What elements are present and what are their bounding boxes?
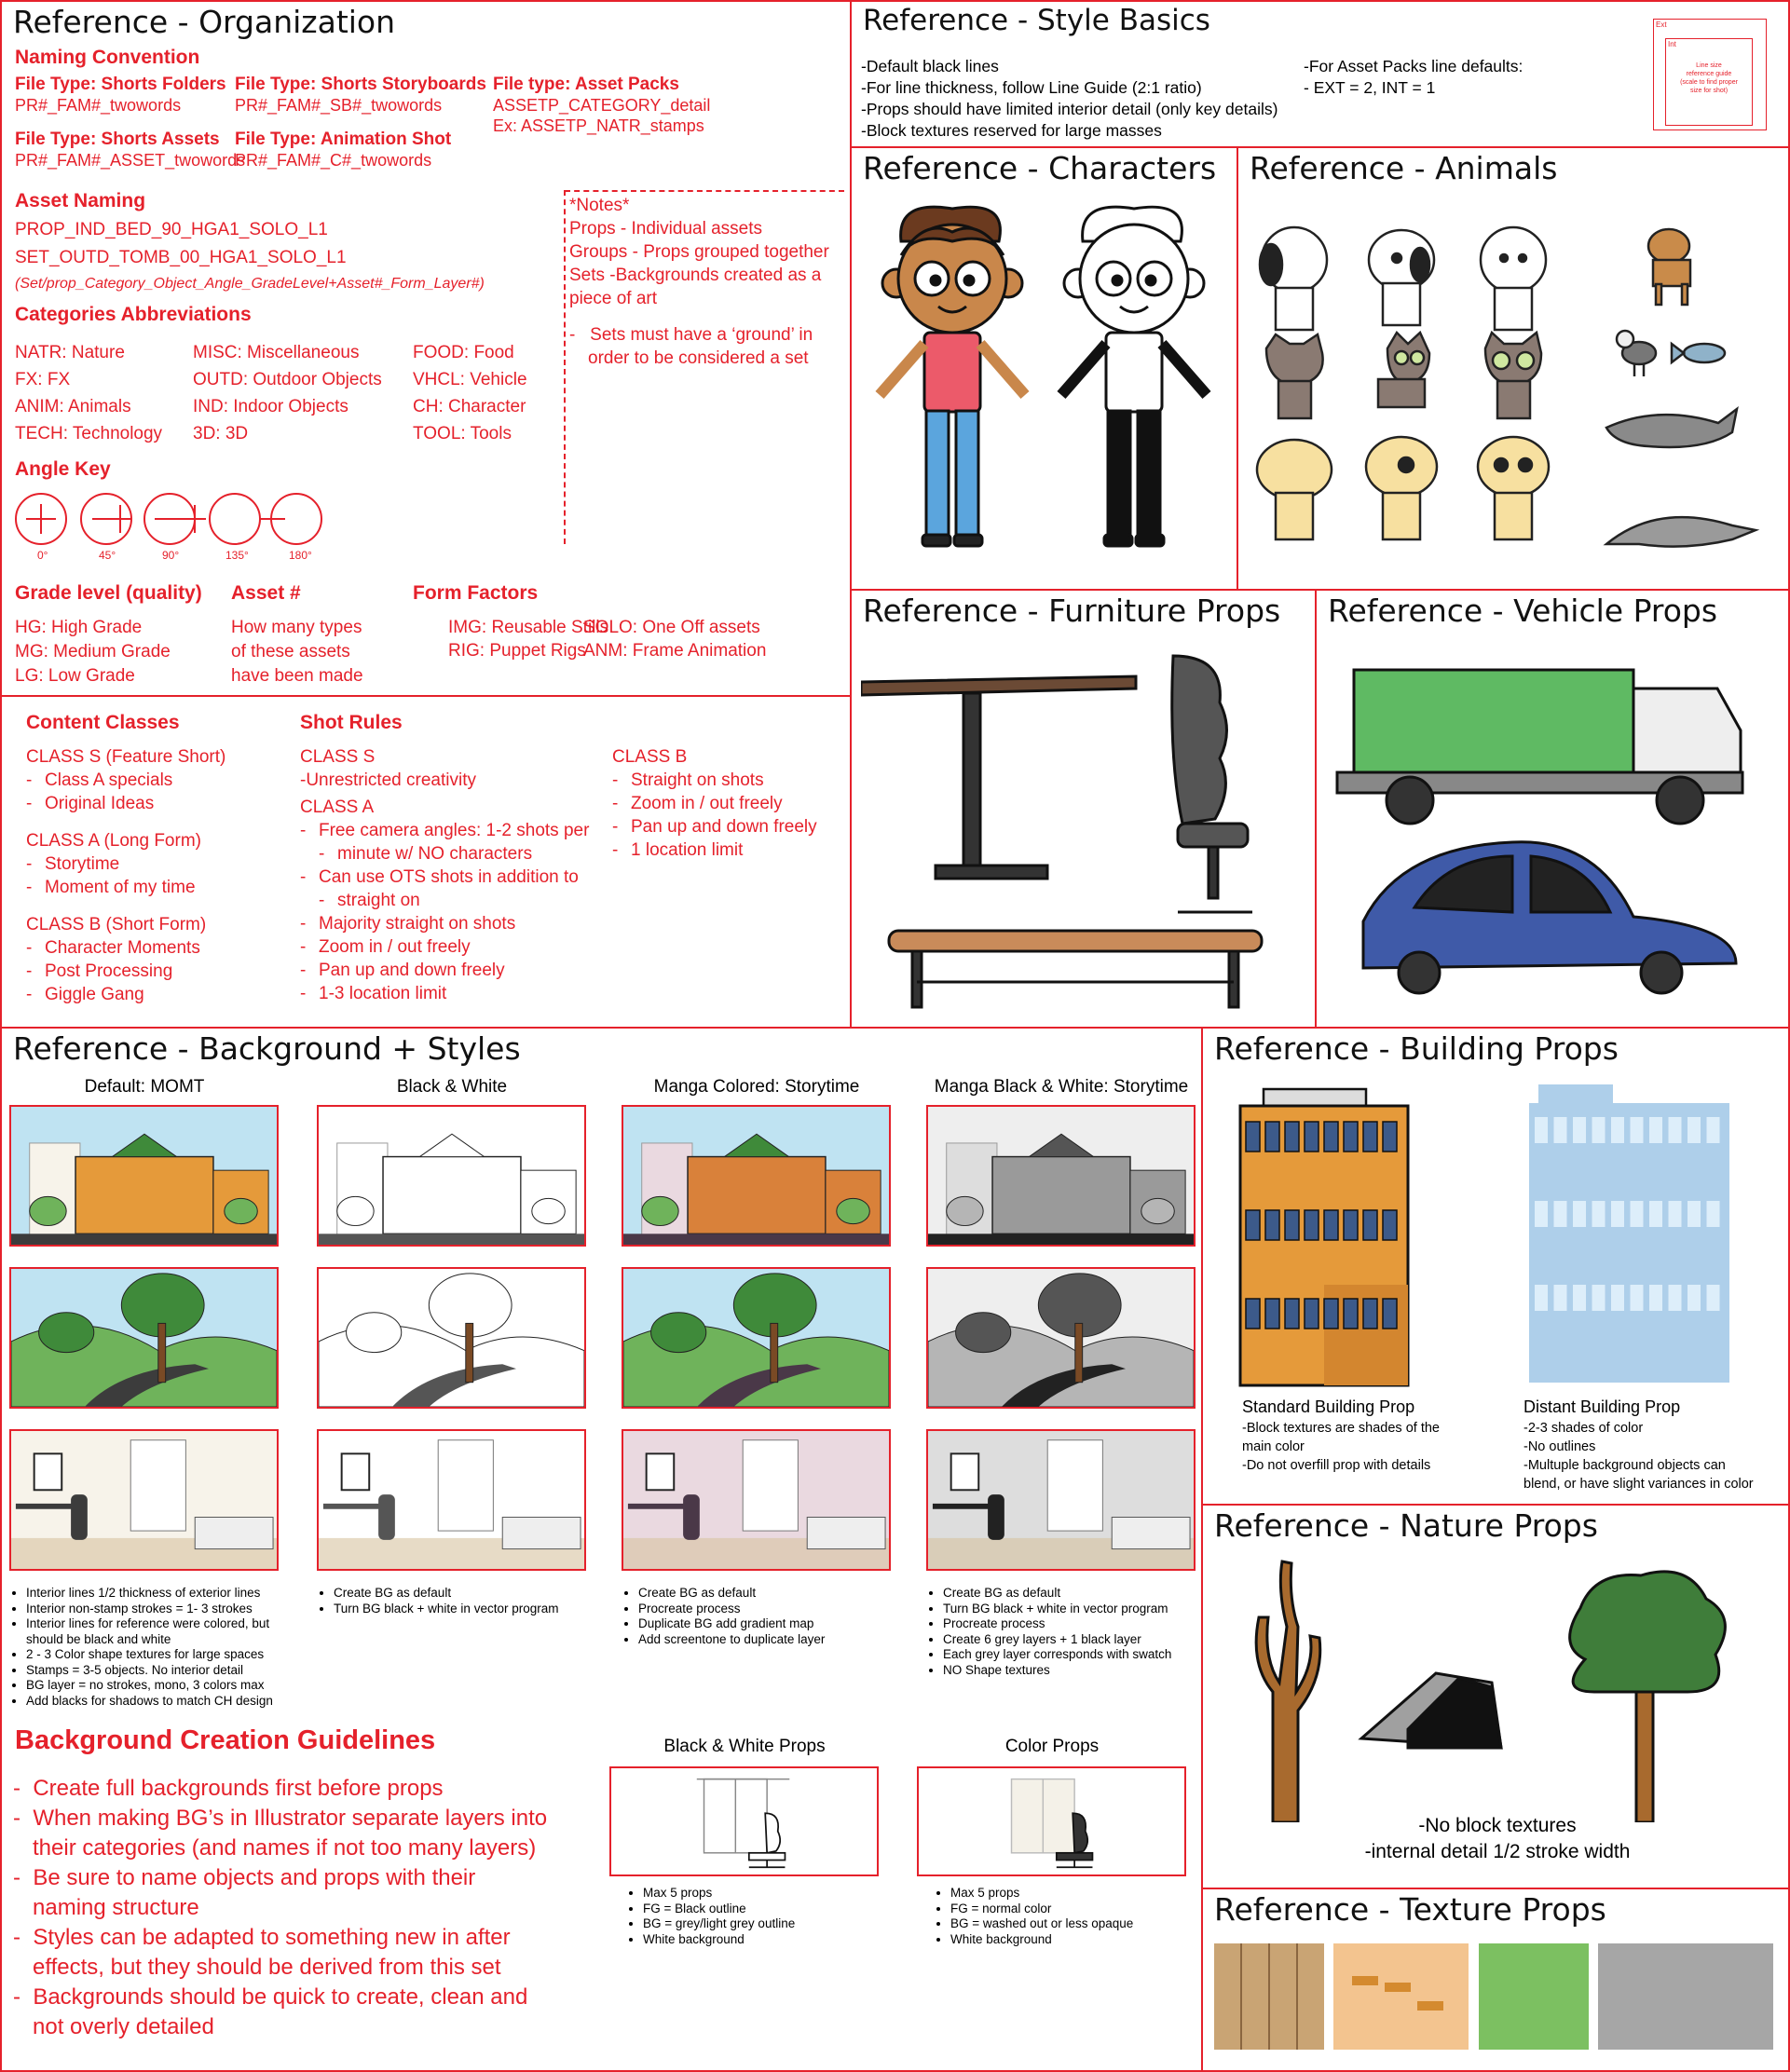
bg-note: • Duplicate BG add gradient map (638, 1616, 825, 1632)
golden-back (1257, 440, 1332, 539)
building-caption: Distant Building Prop (1524, 1397, 1681, 1416)
guideline: effects, but they should be derived from this set (33, 1955, 501, 1980)
categories-heading: Categories Abbreviations (15, 304, 252, 325)
dead-tree-prop (1256, 1561, 1320, 1822)
style-line: - EXT = 2, INT = 1 (1304, 78, 1436, 97)
sets-rule: Sets must have a ‘ground’ in (590, 325, 813, 345)
file-type-value: PR#_FAM#_ASSET_twowords (15, 151, 246, 170)
style-basics-lines (861, 56, 1278, 142)
category: FX: FX (15, 370, 71, 389)
bird (1617, 331, 1656, 376)
asset-num-text (231, 616, 363, 688)
class-rule: - Free camera angles: 1-2 shots per (300, 819, 589, 842)
guidelines-list: - Create full backgrounds first before props - When making BG’s in Illustrator separate layers into their categories (and names if not too many layers) - Be sure to name objects and props with their naming structure - Styles can be adapted to something new in after effects, but they should be derived from this set - Backgrounds should be quick to create, clean and not overly detailed (13, 1774, 547, 2042)
classes-panel (0, 695, 852, 1029)
category: MISC: Miscellaneous (193, 343, 360, 362)
bench-prop (889, 931, 1262, 1007)
cat-side (1378, 333, 1429, 407)
content-classes-heading: Content Classes (26, 712, 180, 733)
bg-note: • Stamps = 3-5 objects. No interior detail (26, 1663, 306, 1679)
angle-key-diagram (15, 491, 332, 547)
file-type-value: ASSETP_CATEGORY_detail (493, 96, 711, 115)
notes-line: Groups - Props grouped together (569, 242, 829, 262)
bg-note: • Procreate process (638, 1602, 825, 1617)
file-type-block (235, 130, 451, 170)
nature-notes (1203, 1813, 1790, 1865)
bg-note: • Create BG as default (943, 1586, 1171, 1602)
notes-line: piece of art (569, 289, 657, 308)
park-scene-thumbnail (9, 1267, 279, 1409)
style-line: -Block textures reserved for large masses (861, 121, 1162, 140)
furniture-illustration (861, 647, 1308, 1019)
int-box (1665, 38, 1753, 126)
fish (1672, 344, 1725, 362)
class-item: - Giggle Gang (26, 983, 225, 1006)
panel-title: Reference - Building Props (1214, 1030, 1619, 1067)
city-scene-thumbnail (622, 1105, 891, 1247)
class-rule: - minute w/ NO characters (300, 842, 589, 866)
bg-note: • Interior lines for reference were colored, but should be black and white (26, 1616, 306, 1647)
building-note: main color (1242, 1439, 1305, 1454)
file-type-block (15, 75, 226, 116)
distant-building-text (1524, 1397, 1754, 1493)
bg-note: • NO Shape textures (943, 1663, 1171, 1679)
building-note: -Block textures are shades of the (1242, 1421, 1440, 1436)
file-type-block (15, 130, 245, 170)
animals-illustration (1248, 223, 1788, 577)
category: OUTD: Outdoor Objects (193, 370, 382, 389)
background-styles-panel (0, 1027, 1203, 2072)
class-name: CLASS S (Feature Short) (26, 747, 226, 767)
office-chair-prop (1172, 656, 1252, 912)
texture-panel (1201, 1888, 1790, 2072)
organization-panel (0, 0, 852, 697)
angle-label: 135° (225, 549, 249, 562)
props-note: • BG = washed out or less opaque (950, 1916, 1133, 1932)
class-item: - Original Ideas (26, 792, 225, 815)
room-scene-thumbnail (9, 1429, 279, 1571)
angle-label: 0° (37, 549, 48, 562)
class-item: - Moment of my time (26, 876, 225, 899)
grass-texture (1479, 1943, 1589, 2050)
content-classes (26, 745, 225, 1006)
style-line: -For Asset Packs line defaults: (1304, 57, 1524, 75)
category: VHCL: Vehicle (413, 370, 527, 389)
bw-props-notes (626, 1886, 795, 1947)
grade-item: LG: Low Grade (15, 666, 135, 686)
guideline: their categories (and names if not too many layers) (33, 1835, 537, 1861)
panel-title: Reference - Texture Props (1214, 1891, 1606, 1928)
color-props-thumbnail (917, 1766, 1186, 1876)
building-note: -2-3 shades of color (1524, 1421, 1644, 1436)
guideline: When making BG’s in Illustrator separate layers into (33, 1806, 548, 1831)
bg-notes-col (9, 1586, 306, 1709)
brick-texture (1333, 1943, 1469, 2050)
bg-notes-col (622, 1586, 825, 1647)
guide-text: Line size (1696, 62, 1722, 69)
dolphin (1606, 517, 1756, 547)
car-prop (1363, 842, 1736, 993)
bg-note: • Turn BG black + white in vector program (943, 1602, 1171, 1617)
characters-panel (850, 146, 1238, 591)
angle-heading: Angle Key (15, 458, 111, 480)
color-props-title: Color Props (1004, 1737, 1100, 1756)
column-caption: Manga Colored: Storytime (653, 1077, 860, 1097)
class-item: - Class A specials (26, 769, 225, 792)
asset-examples (15, 216, 485, 296)
nature-illustration (1222, 1552, 1781, 1822)
class-rule: - 1-3 location limit (300, 982, 589, 1005)
props-note: • Max 5 props (950, 1886, 1133, 1902)
characters-illustration (859, 204, 1232, 586)
guide-text: reference guide (1686, 71, 1732, 77)
line-guide (1653, 19, 1767, 130)
notes-line: Sets -Backgrounds created as a (569, 266, 822, 285)
nature-panel (1201, 1504, 1790, 1889)
class-rule: - 1 location limit (612, 838, 817, 862)
categories-col (193, 339, 382, 447)
file-type-value: PR#_FAM#_SB#_twowords (235, 96, 443, 115)
panel-title: Reference - Characters (863, 150, 1217, 186)
nature-note: -No block textures (1418, 1815, 1577, 1836)
bg-notes-col (317, 1586, 558, 1616)
panel-title: Reference - Vehicle Props (1328, 593, 1718, 629)
bg-note: • BG layer = no strokes, mono, 3 colors max (26, 1678, 306, 1694)
asset-num-line: How many types (231, 618, 362, 637)
cat-front (1485, 333, 1541, 418)
style-basics-panel (850, 0, 1790, 148)
asset-pack-lines (1304, 56, 1523, 99)
bw-props-illustration (611, 1768, 877, 1874)
nature-note: -internal detail 1/2 stroke width (1364, 1841, 1631, 1862)
stone-texture (1598, 1943, 1773, 2050)
standard-building-prop (1240, 1089, 1408, 1385)
truck-prop (1337, 670, 1742, 824)
dog-front (1481, 227, 1546, 330)
rock-prop (1361, 1673, 1501, 1748)
asset-num-line: have been made (231, 666, 363, 686)
bw-props-title: Black & White Props (663, 1737, 826, 1756)
notes-line: Props - Individual assets (569, 219, 762, 239)
class-name: CLASS S (300, 747, 376, 767)
panel-title: Reference - Animals (1250, 150, 1558, 186)
furniture-panel (850, 589, 1317, 1029)
buildings-illustration (1222, 1080, 1781, 1387)
class-rule: -Unrestricted creativity (300, 770, 476, 790)
category: NATR: Nature (15, 343, 125, 362)
guide-text: size for shot) (1689, 88, 1729, 94)
file-type-value: PR#_FAM#_C#_twowords (235, 151, 432, 170)
animals-panel (1237, 146, 1790, 591)
sets-rule: order to be considered a set (588, 348, 809, 368)
class-rule: - Pan up and down freely (300, 959, 589, 982)
green-tree-prop (1570, 1572, 1726, 1822)
color-props-illustration (919, 1768, 1184, 1874)
building-caption: Standard Building Prop (1242, 1397, 1415, 1416)
city-scene-thumbnail (317, 1105, 586, 1247)
angle-label: 90° (162, 549, 180, 562)
golden-side (1366, 437, 1437, 539)
panel-title: Reference - Nature Props (1214, 1507, 1598, 1544)
brown-dog (1648, 229, 1690, 305)
guidelines-heading: Background Creation Guidelines (15, 1725, 436, 1755)
asset-example: PROP_IND_BED_90_HGA1_SOLO_L1 (15, 220, 328, 239)
building-note: -No outlines (1524, 1439, 1596, 1454)
asset-example: SET_OUTD_TOMB_00_HGA1_SOLO_L1 (15, 248, 347, 267)
bg-notes-col (926, 1586, 1171, 1678)
file-type-label: File Type: Shorts Storyboards (235, 75, 486, 94)
form-item: IMG: Reusable Stills (448, 618, 609, 637)
class-rule: - Straight on shots (612, 769, 817, 792)
distant-building-prop (1529, 1084, 1729, 1383)
file-type-block (493, 75, 710, 136)
asset-naming-heading: Asset Naming (15, 190, 146, 211)
form-item: ANM: Frame Animation (583, 641, 767, 661)
class-rule: - Zoom in / out freely (612, 792, 817, 815)
naming-heading: Naming Convention (15, 47, 200, 68)
bg-note: • Create BG as default (334, 1586, 558, 1602)
style-line: -Props should have limited interior detail (only key details) (861, 100, 1278, 118)
file-type-label: File Type: Shorts Folders (15, 75, 226, 94)
file-type-value: PR#_FAM#_twowords (15, 96, 182, 115)
category: 3D: 3D (193, 424, 249, 443)
form-item: SOLO: One Off assets (583, 618, 760, 637)
class-name: CLASS A (300, 797, 375, 817)
building-panel (1201, 1027, 1790, 1506)
bg-note: • Create BG as default (638, 1586, 825, 1602)
bw-props-thumbnail (609, 1766, 879, 1876)
category: IND: Indoor Objects (193, 397, 348, 416)
category: FOOD: Food (413, 343, 514, 362)
angle-label: 180° (289, 549, 312, 562)
bg-note: • Add blacks for shadows to match CH design (26, 1694, 306, 1710)
column-caption: Manga Black & White: Storytime (934, 1077, 1189, 1097)
building-note: -Do not overfill prop with details (1242, 1458, 1431, 1473)
park-scene-thumbnail (926, 1267, 1196, 1409)
column-caption: Black & White (396, 1077, 508, 1097)
category: TOOL: Tools (413, 424, 512, 443)
dog-back (1260, 227, 1327, 330)
cat-back (1266, 334, 1323, 418)
city-scene-thumbnail (9, 1105, 279, 1247)
building-note: -Multuple background objects can (1524, 1458, 1726, 1473)
props-note: • FG = Black outline (643, 1902, 795, 1917)
desk-prop (861, 676, 1136, 879)
notes-box: *Notes* Props - Individual assets Groups - Props grouped together Sets -Backgrounds created as a piece of art - Sets must have a ‘ground’ in order to be considered a set (564, 190, 845, 544)
color-props-notes (934, 1886, 1133, 1947)
park-scene-thumbnail (622, 1267, 891, 1409)
props-note: • BG = grey/light grey outline (643, 1916, 795, 1932)
asset-num-heading: Asset # (231, 582, 301, 604)
props-note: • FG = normal color (950, 1902, 1133, 1917)
guideline: not overly detailed (33, 2014, 214, 2039)
class-rule: - Majority straight on shots (300, 912, 589, 935)
vehicles-illustration (1326, 647, 1783, 1019)
style-line: -For line thickness, follow Line Guide (2:1 ratio) (861, 78, 1202, 97)
column-caption: Default: MOMT (84, 1077, 205, 1097)
panel-title: Reference - Furniture Props (863, 593, 1281, 629)
bg-note: • Turn BG black + white in vector program (334, 1602, 558, 1617)
category: ANIM: Animals (15, 397, 131, 416)
props-note: • White background (643, 1932, 795, 1948)
class-item: - Storytime (26, 852, 225, 876)
file-type-example: Ex: ASSETP_NATR_stamps (493, 116, 704, 135)
park-scene-thumbnail (317, 1267, 586, 1409)
categories-col (15, 339, 162, 447)
grade-item: MG: Medium Grade (15, 642, 171, 661)
angle-label: 45° (99, 549, 116, 562)
class-rule: - Can use OTS shots in addition to (300, 866, 589, 889)
panel-title: Reference - Organization (13, 4, 396, 40)
class-rule: - Zoom in / out freely (300, 935, 589, 959)
guide-text: (scale to find proper (1680, 79, 1738, 86)
room-scene-thumbnail (317, 1429, 586, 1571)
grade-item: HG: High Grade (15, 618, 143, 637)
file-type-label: File Type: Shorts Assets (15, 130, 220, 149)
panel-title: Reference - Background + Styles (13, 1030, 521, 1067)
room-scene-thumbnail (622, 1429, 891, 1571)
standard-building-text (1242, 1397, 1440, 1475)
asset-formula: (Set/prop_Category_Object_Angle_GradeLevel+Asset#_Form_Layer#) (15, 276, 485, 292)
grade-list (15, 616, 171, 688)
guideline: Create full backgrounds first before props (33, 1776, 444, 1801)
int-label: Int (1668, 40, 1676, 48)
guideline: naming structure (33, 1895, 199, 1920)
ext-label: Ext (1656, 20, 1667, 29)
shot-rules-heading: Shot Rules (300, 712, 403, 733)
categories-col (413, 339, 527, 447)
bg-note: • Procreate process (943, 1616, 1171, 1632)
file-type-label: File type: Asset Packs (493, 75, 679, 94)
bg-note: • Each grey layer corresponds with swatch (943, 1647, 1171, 1663)
form-col (583, 616, 766, 662)
shot-rules (300, 745, 589, 1005)
shark (1606, 409, 1737, 447)
category: CH: Character (413, 397, 526, 416)
vehicles-panel (1315, 589, 1790, 1029)
panel-title: Reference - Style Basics (863, 4, 1210, 37)
grade-heading: Grade level (quality) (15, 582, 202, 604)
class-item: - Post Processing (26, 960, 225, 983)
colored-character (880, 207, 1025, 546)
class-rule: - Pan up and down freely (612, 815, 817, 838)
file-type-block (235, 75, 486, 116)
bg-note: • Add screentone to duplicate layer (638, 1632, 825, 1648)
form-item: RIG: Puppet Rigs (448, 641, 586, 661)
category: TECH: Technology (15, 424, 163, 443)
dog-side (1369, 230, 1434, 325)
file-type-label: File Type: Animation Shot (235, 130, 452, 149)
form-heading: Form Factors (413, 582, 539, 604)
class-item: - Character Moments (26, 936, 225, 960)
bg-note: • Interior lines 1/2 thickness of exterior lines (26, 1586, 306, 1602)
guideline: Styles can be adapted to something new in after (33, 1925, 511, 1950)
class-name: CLASS B (Short Form) (26, 915, 207, 934)
guideline: Backgrounds should be quick to create, clean and (33, 1984, 528, 2010)
props-note: • Max 5 props (643, 1886, 795, 1902)
bg-note: • Create 6 grey layers + 1 black layer (943, 1632, 1171, 1648)
class-name: CLASS A (Long Form) (26, 831, 201, 851)
class-name: CLASS B (612, 747, 688, 767)
style-line: -Default black lines (861, 57, 999, 75)
notes-title: *Notes* (569, 196, 630, 215)
asset-num-line: of these assets (231, 642, 350, 661)
city-scene-thumbnail (926, 1105, 1196, 1247)
class-b-rules (612, 745, 817, 862)
bg-note: • Interior non-stamp strokes = 1- 3 strokes (26, 1602, 306, 1617)
room-scene-thumbnail (926, 1429, 1196, 1571)
props-note: • White background (950, 1932, 1133, 1948)
bg-note: • 2 - 3 Color shape textures for large spaces (26, 1647, 306, 1663)
outline-character (1061, 207, 1207, 546)
golden-front (1478, 437, 1549, 539)
class-rule: - straight on (300, 889, 589, 912)
wood-texture (1214, 1943, 1324, 2050)
guideline: Be sure to name objects and props with their (33, 1865, 476, 1890)
building-note: blend, or have slight variances in color (1524, 1477, 1754, 1492)
